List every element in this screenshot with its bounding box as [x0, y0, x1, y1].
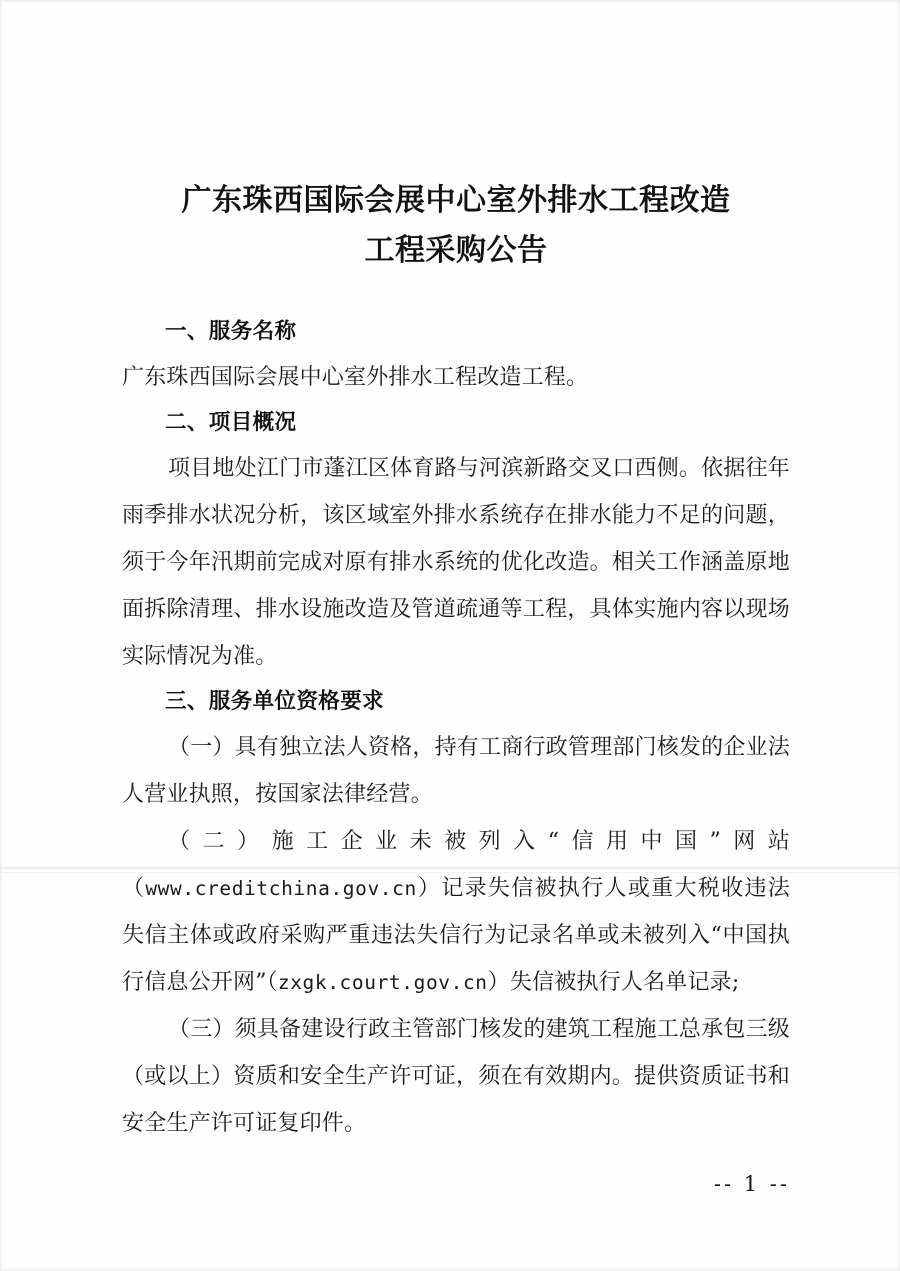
- section-heading-service-name: 一、服务名称: [165, 319, 297, 344]
- qualification-item-1: [122, 724, 790, 818]
- section-heading-qualification-requirements: 三、服务单位资格要求: [165, 689, 385, 714]
- document-body: [122, 0, 790, 1147]
- qualification-item-3-label: （三）: [168, 1017, 235, 1042]
- qualification-item-3: [122, 1006, 790, 1147]
- qualification-item-2: [122, 818, 790, 1006]
- creditchina-url: www.creditchina.gov.cn: [145, 877, 417, 900]
- qualification-item-2-text-before-url: 施工企业未被列入“信用中国”网站（: [122, 829, 790, 901]
- page-title-line-2: 工程采购公告: [364, 233, 548, 268]
- page-title-line-1: 广东珠西国际会展中心室外排水工程改造: [181, 183, 731, 218]
- qualification-item-3-text: 须具备建设行政主管部门核发的建筑工程施工总承包三级（或以上）资质和安全生产许可证，须在有效期内。提供资质证书和安全生产许可证复印件。: [122, 1017, 790, 1136]
- qualification-item-2-label: （二）: [168, 829, 272, 854]
- section-heading-project-overview: 二、项目概况: [165, 410, 297, 435]
- qualification-item-2-text-between-urls: ）记录失信被执行人或重大税收违法失信主体或政府采购严重违法失信行为记录名单或未被列入“中国执行信息公开网”（: [122, 876, 790, 995]
- section-project-overview-paragraph: 项目地处江门市蓬江区体育路与河滨新路交叉口西侧。依据往年雨季排水状况分析，该区域室外排水系统存在排水能力不足的问题，须于今年汛期前完成对原有排水系统的优化改造。相关工作涵盖原地面拆除清理、排水设施改造及管道疏通等工程，具体实施内容以现场实际情况为准。: [122, 456, 790, 669]
- page-title: [122, 0, 790, 276]
- scan-edge-bottom: [0, 1267, 900, 1271]
- section-service-name-paragraph: 广东珠西国际会展中心室外排水工程改造工程。: [122, 365, 589, 390]
- page-number-footer: -- 1 --: [713, 1172, 790, 1196]
- zxgk-court-url: zxgk.court.gov.cn: [277, 971, 488, 994]
- title-spacer: [122, 276, 790, 310]
- qualification-item-1-text: 具有独立法人资格，持有工商行政管理部门核发的企业法人营业执照，按国家法律经营。: [122, 735, 790, 807]
- scan-edge-left: [0, 0, 3, 1271]
- qualification-item-2-text-after-url: ）失信被执行人名单记录;: [487, 970, 740, 995]
- qualification-item-1-label: （一）: [168, 735, 235, 760]
